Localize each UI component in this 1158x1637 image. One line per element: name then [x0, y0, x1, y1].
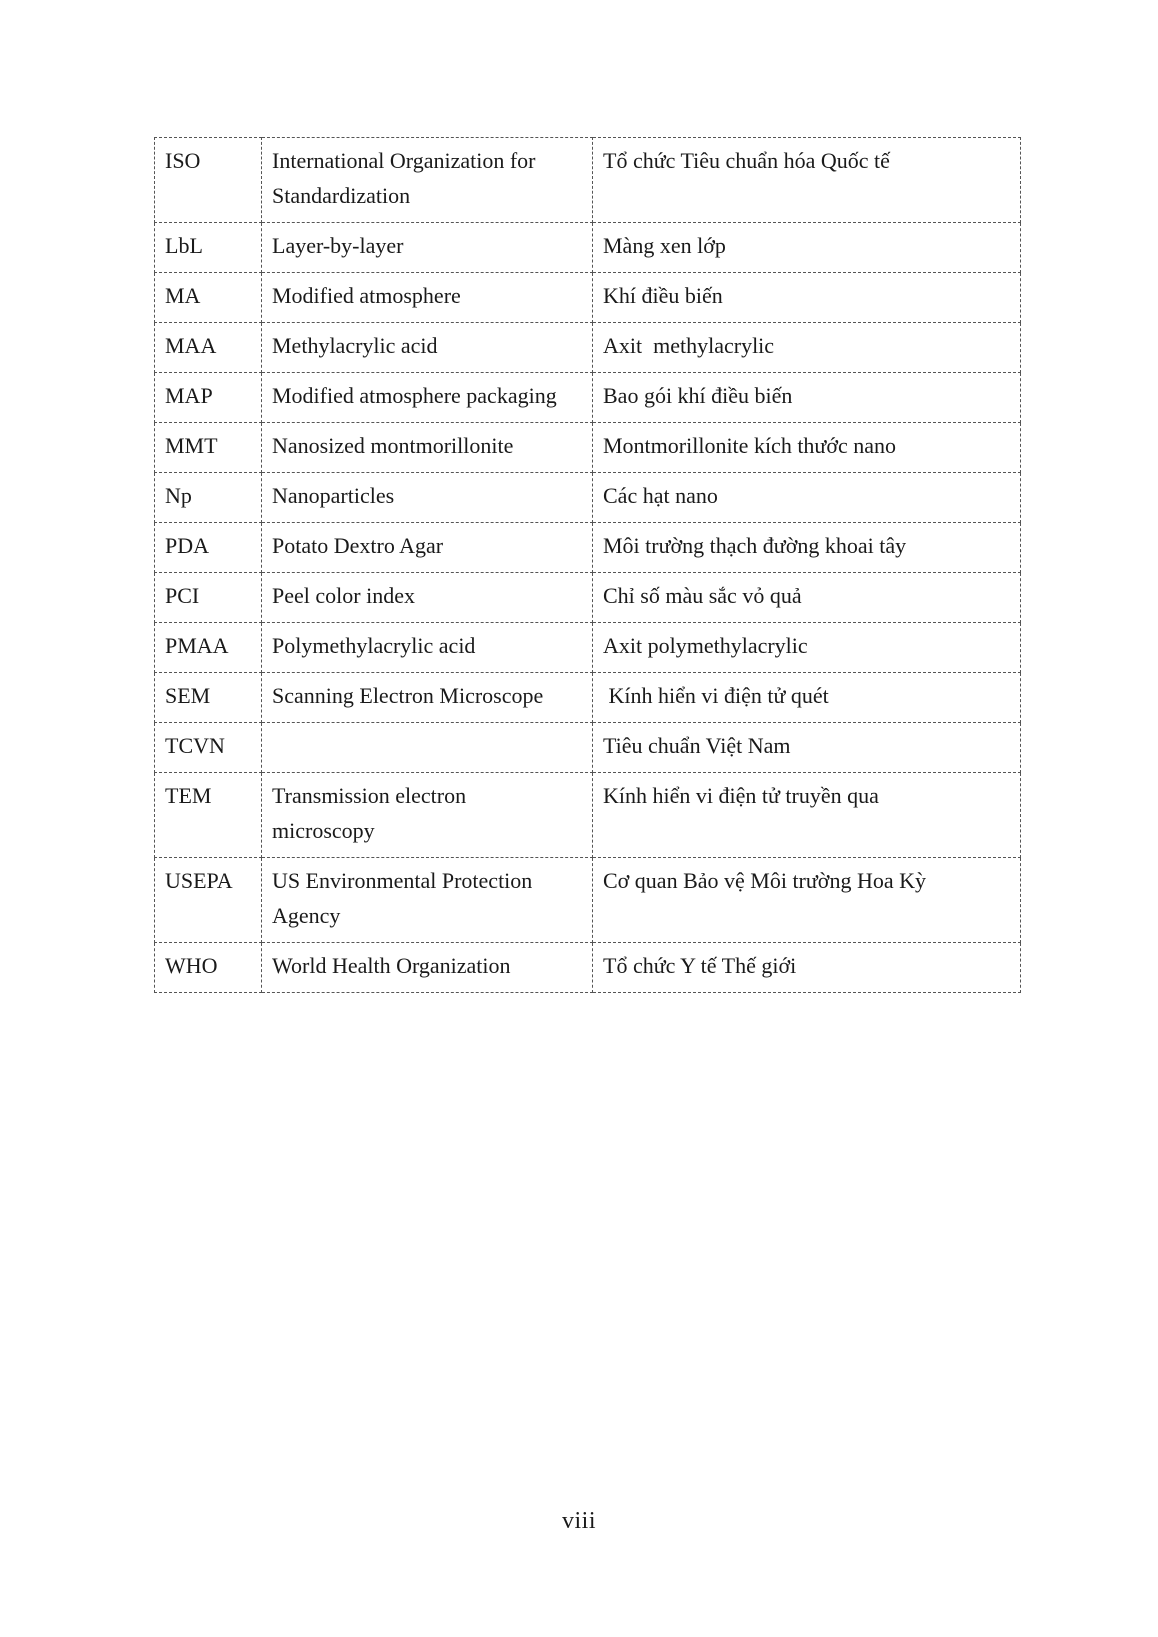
- english-term-cell: Potato Dextro Agar: [262, 523, 593, 573]
- vietnamese-term-cell: Tổ chức Tiêu chuẩn hóa Quốc tế: [593, 138, 1021, 223]
- vietnamese-term-cell: Các hạt nano: [593, 473, 1021, 523]
- abbreviation-cell: PCI: [155, 573, 262, 623]
- abbreviation-table: [154, 137, 1021, 993]
- english-term-cell: Nanosized montmorillonite: [262, 423, 593, 473]
- abbreviation-cell: USEPA: [155, 858, 262, 943]
- table-row: [155, 773, 1021, 858]
- vietnamese-term-cell: Axit methylacrylic: [593, 323, 1021, 373]
- table-row: [155, 223, 1021, 273]
- abbreviation-cell: ISO: [155, 138, 262, 223]
- vietnamese-term-cell: Tiêu chuẩn Việt Nam: [593, 723, 1021, 773]
- abbreviation-cell: WHO: [155, 943, 262, 993]
- english-term-cell: International Organization for Standardization: [262, 138, 593, 223]
- abbreviation-cell: MAA: [155, 323, 262, 373]
- vietnamese-term-cell: Kính hiển vi điện tử quét: [593, 673, 1021, 723]
- abbreviation-cell: MA: [155, 273, 262, 323]
- table-row: [155, 138, 1021, 223]
- abbreviation-cell: LbL: [155, 223, 262, 273]
- vietnamese-term-cell: Chỉ số màu sắc vỏ quả: [593, 573, 1021, 623]
- abbreviation-cell: SEM: [155, 673, 262, 723]
- english-term-cell: [262, 723, 593, 773]
- vietnamese-term-cell: Bao gói khí điều biến: [593, 373, 1021, 423]
- table-row: [155, 523, 1021, 573]
- table-row: [155, 673, 1021, 723]
- vietnamese-term-cell: Axit polymethylacrylic: [593, 623, 1021, 673]
- english-term-cell: Modified atmosphere packaging: [262, 373, 593, 423]
- english-term-cell: World Health Organization: [262, 943, 593, 993]
- vietnamese-term-cell: Montmorillonite kích thước nano: [593, 423, 1021, 473]
- table-row: [155, 858, 1021, 943]
- page-number: viii: [561, 1508, 596, 1534]
- english-term-cell: Polymethylacrylic acid: [262, 623, 593, 673]
- abbreviation-cell: MAP: [155, 373, 262, 423]
- table-row: [155, 943, 1021, 993]
- english-term-cell: Modified atmosphere: [262, 273, 593, 323]
- table-row: [155, 623, 1021, 673]
- abbreviation-cell: TCVN: [155, 723, 262, 773]
- english-term-cell: Transmission electron microscopy: [262, 773, 593, 858]
- table-row: [155, 323, 1021, 373]
- vietnamese-term-cell: Môi trường thạch đường khoai tây: [593, 523, 1021, 573]
- abbreviation-cell: Np: [155, 473, 262, 523]
- vietnamese-term-cell: Kính hiển vi điện tử truyền qua: [593, 773, 1021, 858]
- table-row: [155, 273, 1021, 323]
- vietnamese-term-cell: Khí điều biến: [593, 273, 1021, 323]
- table-row: [155, 423, 1021, 473]
- vietnamese-term-cell: Cơ quan Bảo vệ Môi trường Hoa Kỳ: [593, 858, 1021, 943]
- english-term-cell: Scanning Electron Microscope: [262, 673, 593, 723]
- english-term-cell: US Environmental Protection Agency: [262, 858, 593, 943]
- table-row: [155, 723, 1021, 773]
- english-term-cell: Nanoparticles: [262, 473, 593, 523]
- abbreviation-cell: PMAA: [155, 623, 262, 673]
- table-row: [155, 373, 1021, 423]
- english-term-cell: Layer-by-layer: [262, 223, 593, 273]
- vietnamese-term-cell: Tổ chức Y tế Thế giới: [593, 943, 1021, 993]
- english-term-cell: Methylacrylic acid: [262, 323, 593, 373]
- table-row: [155, 473, 1021, 523]
- vietnamese-term-cell: Màng xen lớp: [593, 223, 1021, 273]
- abbreviation-cell: PDA: [155, 523, 262, 573]
- abbreviation-cell: TEM: [155, 773, 262, 858]
- table-row: [155, 573, 1021, 623]
- english-term-cell: Peel color index: [262, 573, 593, 623]
- abbreviation-cell: MMT: [155, 423, 262, 473]
